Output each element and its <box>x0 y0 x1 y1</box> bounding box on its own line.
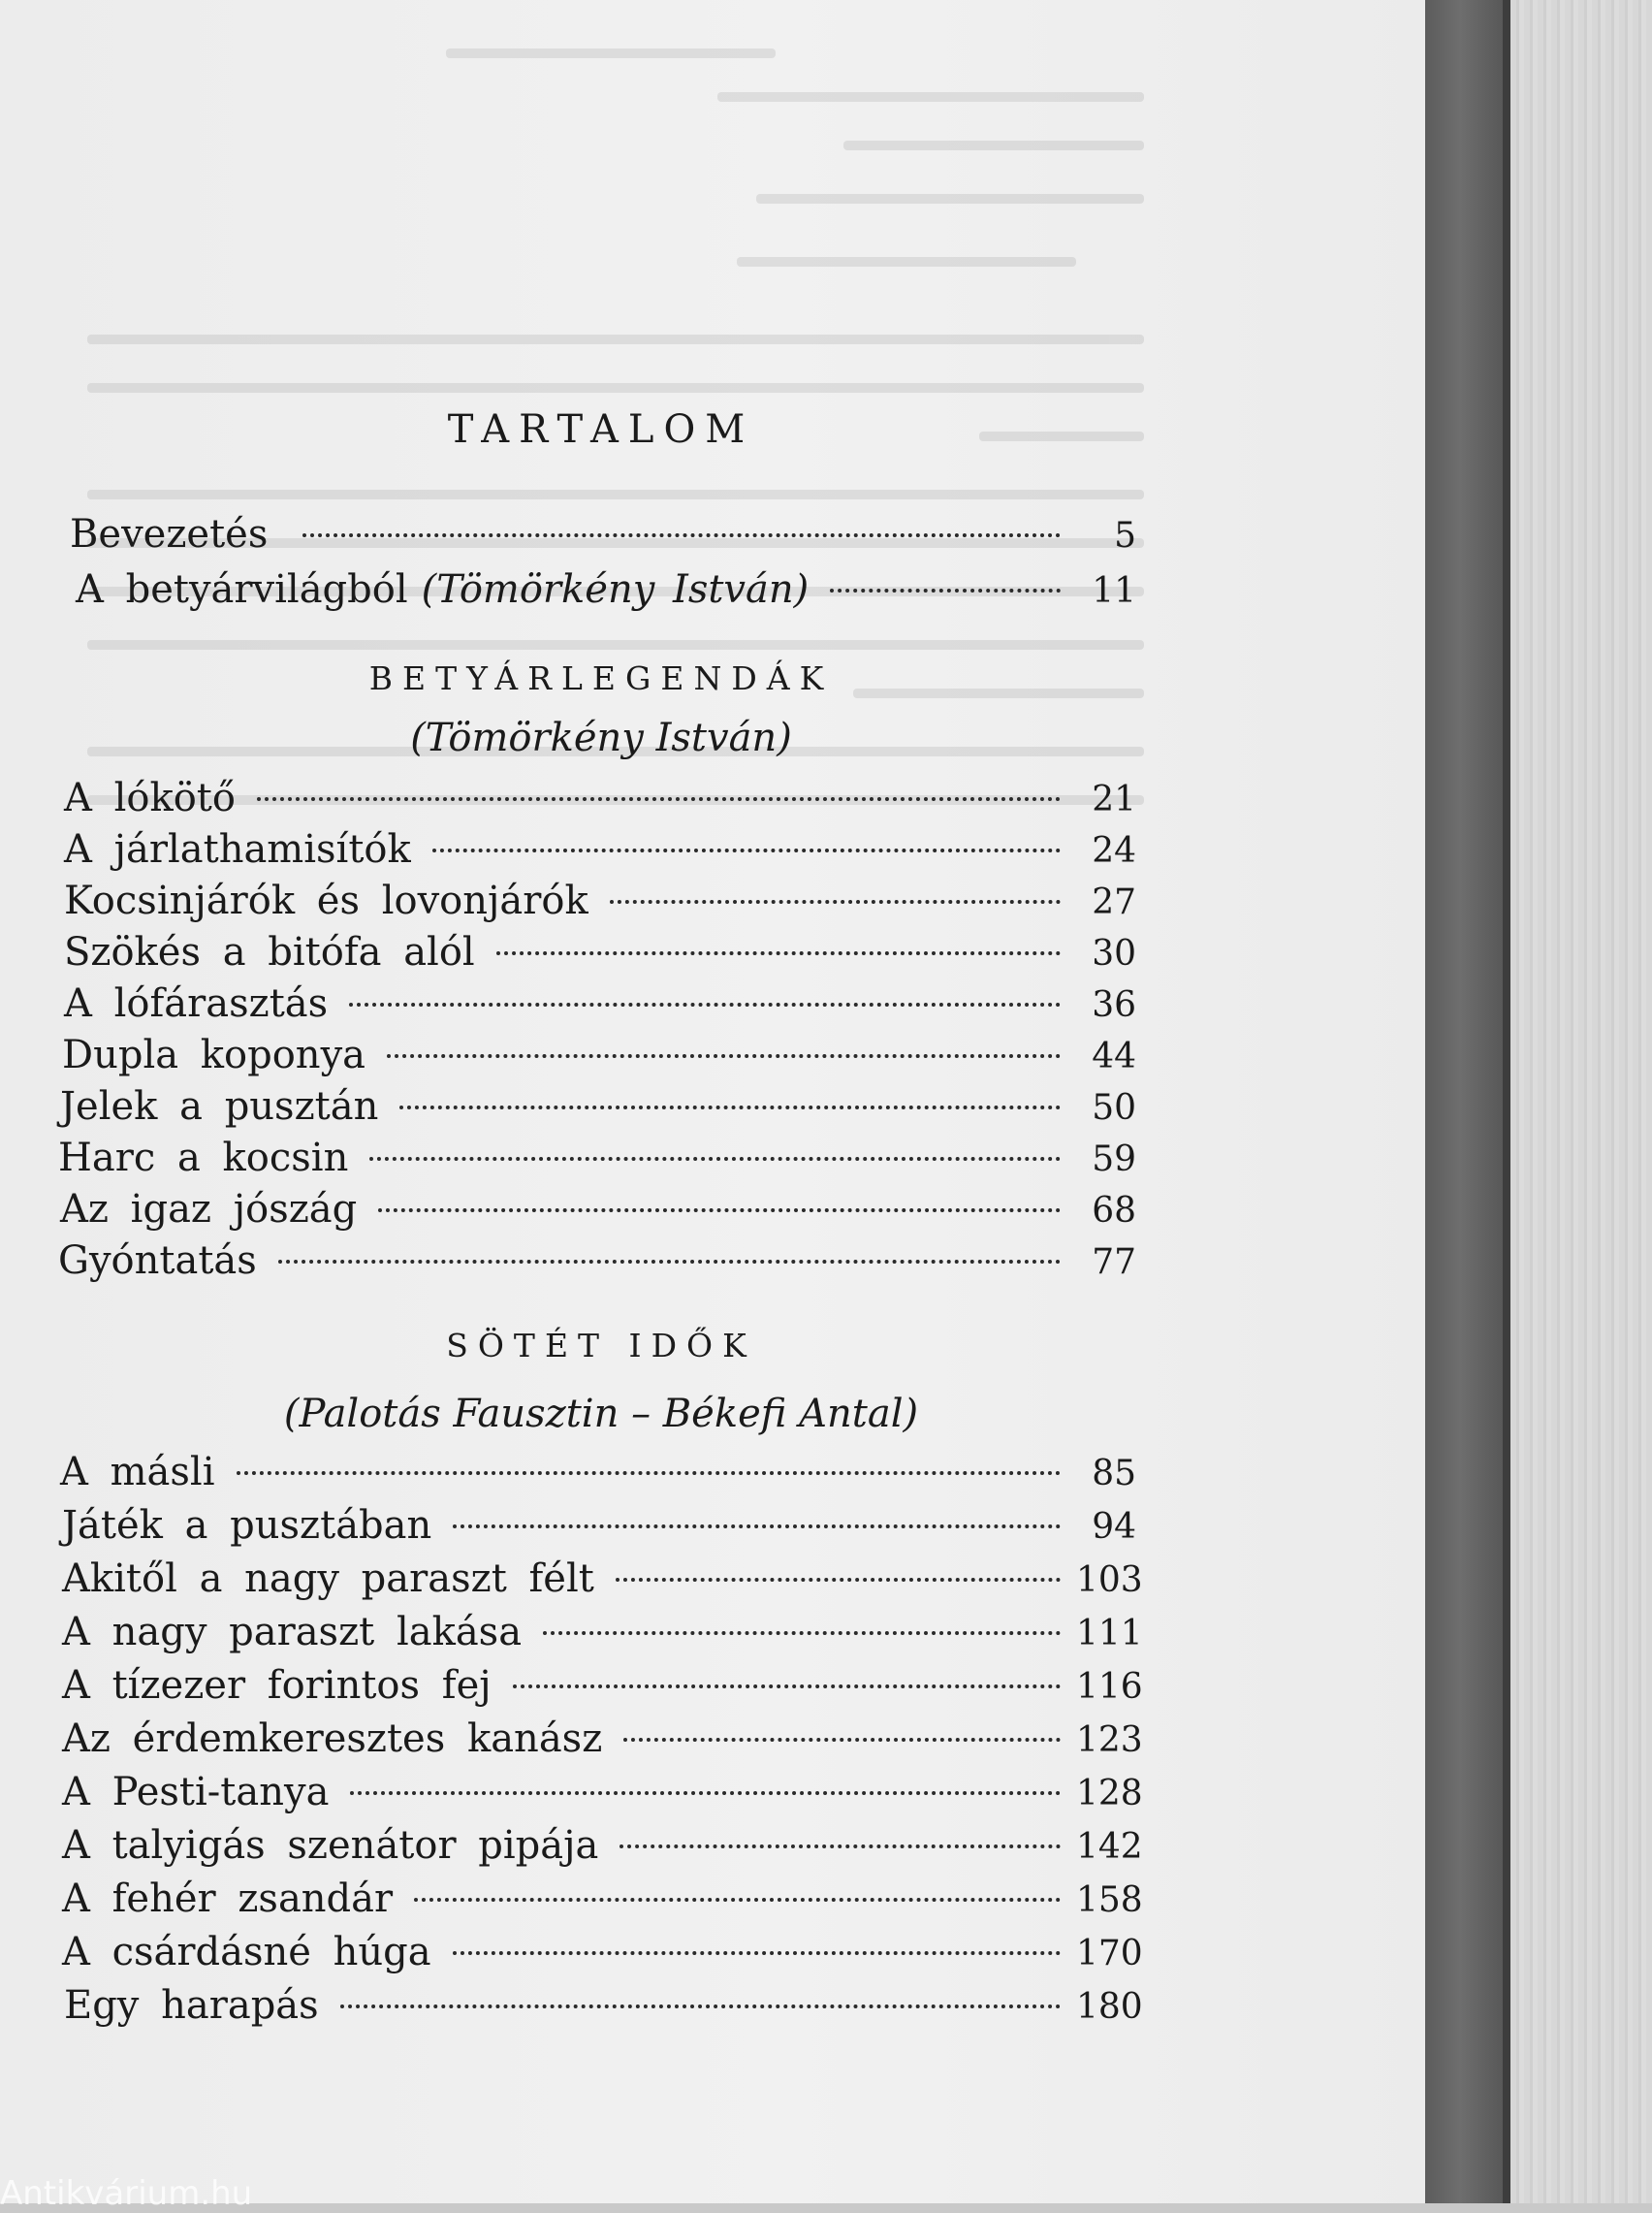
entry-title: Az igaz jószág <box>60 1187 358 1232</box>
entry-title: A Pesti-tanya <box>62 1770 330 1814</box>
entry-title: Az érdemkeresztes kanász <box>62 1716 603 1761</box>
dot-leader <box>414 1898 1061 1902</box>
toc-entry <box>70 512 1136 562</box>
spine-edge <box>1503 0 1510 2203</box>
entry-page: 68 <box>1092 1191 1136 1231</box>
entry-page: 24 <box>1092 831 1136 871</box>
toc-entry <box>62 1610 1143 1660</box>
dot-leader <box>237 1471 1062 1475</box>
section-title: SÖTÉT IDŐK <box>446 1327 756 1364</box>
dot-leader <box>340 2005 1061 2008</box>
toc-entry <box>64 776 1136 826</box>
entry-title: A lókötő <box>64 776 236 820</box>
toc-title: TARTALOM <box>447 407 755 452</box>
entry-title: A lófárasztás <box>64 981 329 1026</box>
dot-leader <box>610 900 1061 904</box>
toc-entry <box>64 827 1136 878</box>
entry-page: 27 <box>1092 882 1136 922</box>
toc-entry <box>62 1930 1143 1980</box>
entry-title: Bevezetés <box>70 512 269 557</box>
dot-leader <box>387 1054 1061 1058</box>
entry-title: A csárdásné húga <box>62 1930 431 1974</box>
dot-leader <box>302 533 1061 537</box>
toc-entry <box>64 930 1136 980</box>
toc-entry <box>62 1716 1143 1767</box>
toc-entry <box>58 1238 1136 1289</box>
toc-entry <box>60 1450 1136 1500</box>
entry-title: A járlathamisítók <box>64 827 411 872</box>
entry-page: 36 <box>1092 985 1136 1025</box>
entry-title: A betyárvilágból <box>76 567 408 612</box>
entry-page: 5 <box>1114 516 1136 556</box>
entry-page: 44 <box>1092 1037 1136 1076</box>
dot-leader <box>620 1844 1061 1848</box>
toc-entry <box>62 1663 1143 1714</box>
dot-leader <box>453 1524 1061 1528</box>
entry-page: 30 <box>1092 934 1136 974</box>
entry-title: Gyóntatás <box>58 1238 257 1283</box>
dot-leader <box>513 1684 1061 1688</box>
entry-page: 142 <box>1076 1827 1143 1867</box>
entry-page: 103 <box>1076 1560 1143 1600</box>
section-subtitle: (Tömörkény István) <box>410 716 792 760</box>
toc-entry <box>64 879 1136 929</box>
toc-entry <box>62 1503 1136 1554</box>
entry-title: Játék a pusztában <box>62 1503 432 1548</box>
entry-title: A másli <box>60 1450 215 1494</box>
entry-title: Akitől a nagy paraszt félt <box>62 1556 594 1601</box>
entry-page: 59 <box>1092 1139 1136 1179</box>
dot-leader <box>543 1631 1061 1635</box>
toc-entry <box>60 1187 1136 1237</box>
entry-author: (Tömörkény István) <box>421 567 810 612</box>
section-title: BETYÁRLEGENDÁK <box>368 659 834 697</box>
dot-leader <box>399 1106 1061 1109</box>
dot-leader <box>378 1208 1061 1212</box>
entry-page: 158 <box>1076 1880 1143 1920</box>
dot-leader <box>623 1738 1061 1742</box>
dot-leader <box>830 589 1061 593</box>
toc-entry <box>62 1556 1143 1607</box>
entry-title: Harc a kocsin <box>58 1136 349 1180</box>
entry-title: Dupla koponya <box>62 1033 366 1077</box>
toc-entry <box>64 981 1136 1032</box>
entry-title: Szökés a bitófa alól <box>64 930 475 975</box>
toc-entry <box>62 1823 1143 1874</box>
dot-leader <box>496 951 1061 955</box>
entry-title: A tízezer forintos fej <box>62 1663 492 1708</box>
entry-page: 123 <box>1076 1720 1143 1760</box>
background-cloth <box>1510 0 1652 2203</box>
entry-title: Jelek a pusztán <box>60 1084 379 1129</box>
watermark: Antikvárium.hu <box>0 2174 253 2213</box>
toc-entry <box>58 1136 1136 1186</box>
entry-page: 94 <box>1092 1507 1136 1547</box>
toc-entry <box>60 1084 1136 1135</box>
dot-leader <box>369 1157 1061 1161</box>
dot-leader <box>278 1260 1061 1264</box>
toc-entry <box>62 1033 1136 1083</box>
entry-page: 128 <box>1076 1774 1143 1813</box>
section-subtitle: (Palotás Fausztin – Békefi Antal) <box>283 1392 919 1436</box>
entry-title: Egy harapás <box>64 1983 319 2028</box>
entry-page: 170 <box>1076 1934 1143 1973</box>
toc-entry <box>64 1983 1143 2034</box>
dot-leader <box>257 797 1061 801</box>
entry-page: 11 <box>1092 571 1136 611</box>
entry-page: 111 <box>1076 1614 1143 1653</box>
dot-leader <box>616 1578 1061 1582</box>
entry-page: 77 <box>1092 1242 1136 1282</box>
dot-leader <box>432 849 1061 852</box>
entry-page: 116 <box>1076 1667 1143 1707</box>
dot-leader <box>350 1791 1061 1795</box>
dot-leader <box>349 1003 1061 1007</box>
book-spine <box>1425 0 1503 2203</box>
entry-title: Kocsinjárók és lovonjárók <box>64 879 588 923</box>
entry-title: A nagy paraszt lakása <box>62 1610 523 1654</box>
toc-entry <box>62 1770 1143 1820</box>
entry-page: 50 <box>1092 1088 1136 1128</box>
entry-title: A talyigás szenátor pipája <box>62 1823 599 1868</box>
entry-page: 21 <box>1092 780 1136 819</box>
dot-leader <box>453 1951 1061 1955</box>
entry-title: A fehér zsandár <box>62 1876 394 1921</box>
entry-page: 180 <box>1076 1987 1143 2027</box>
toc-entry <box>76 567 1136 618</box>
toc-entry <box>62 1876 1143 1927</box>
entry-page: 85 <box>1092 1454 1136 1493</box>
